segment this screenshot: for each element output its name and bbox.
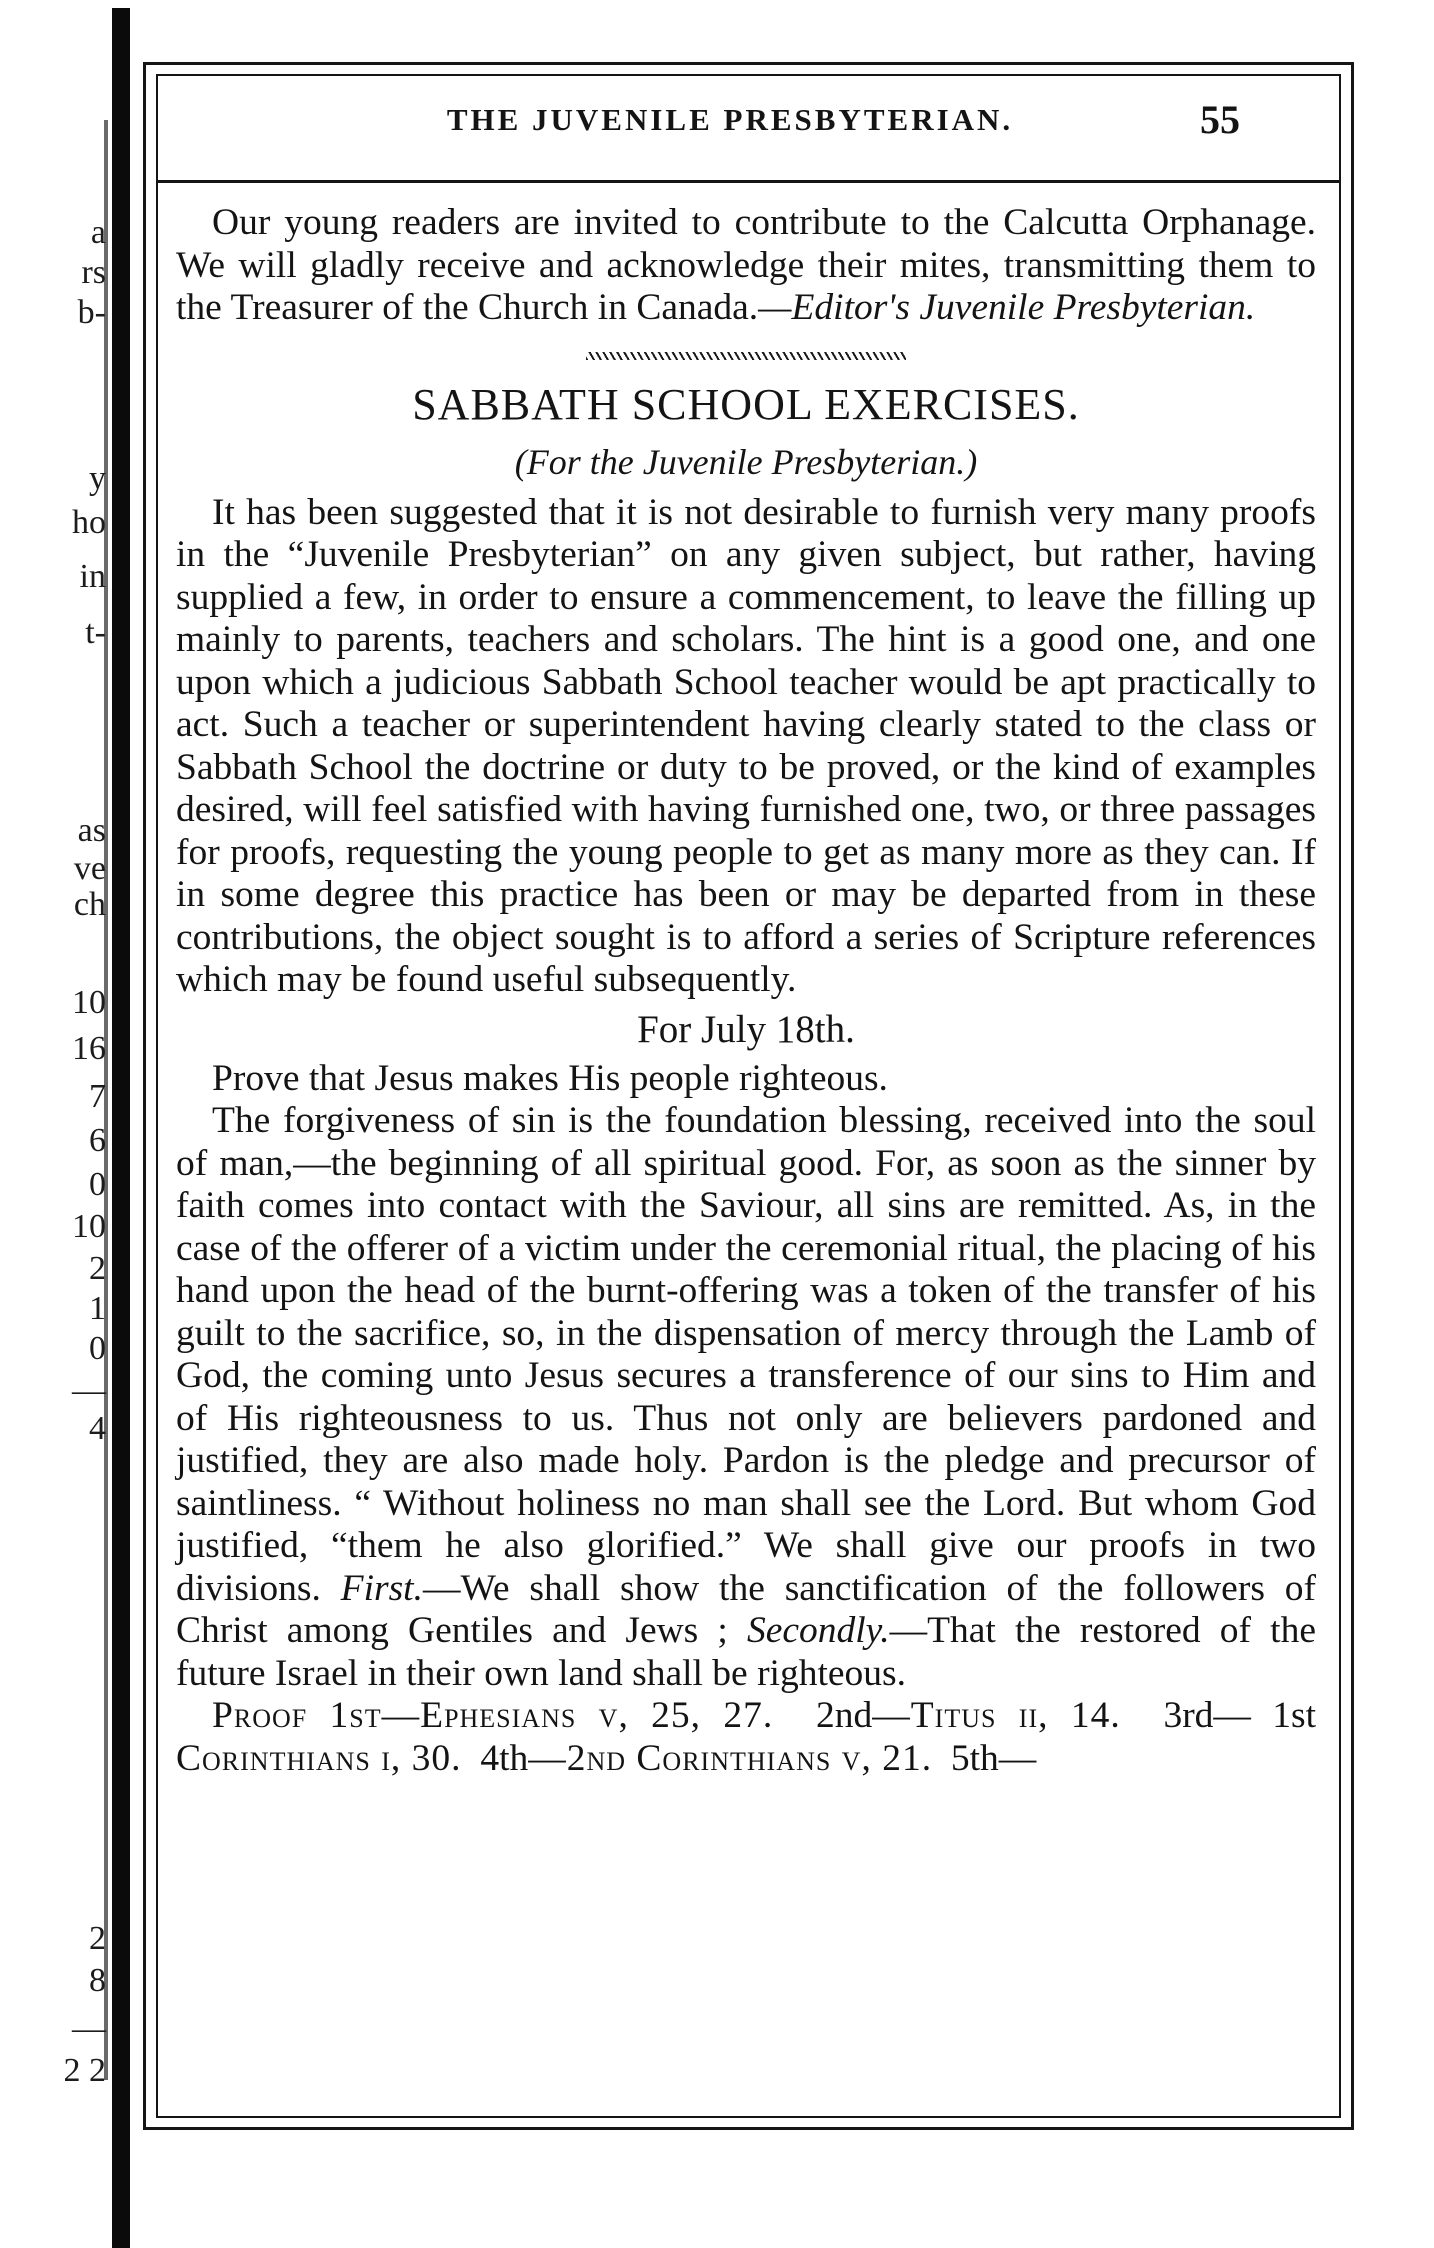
proof-4-ref: —2nd Corinthians v, 21. [528,1737,933,1779]
proof-1-ref: —Ephesians v, 25, 27. [381,1695,774,1736]
margin-fragment: y [89,460,106,497]
notice-text: Our young readers are invited to contribute to the Calcutta Orphanage. We will gladly receive and acknowledge their mites, transmitting them to the Treasurer of the Church in Canada. [176,202,1316,328]
page-number: 55 [1200,97,1240,142]
margin-fragment: b- [77,294,106,331]
margin-fragment: 6 [89,1122,106,1159]
date-heading: For July 18th. [637,1007,855,1051]
orphanage-notice [176,202,1316,330]
body-part-b: —We shall show the sanctification of the followers of Christ among Gentiles and Jews ; [176,1567,1316,1651]
margin-fragment: 2 [89,1920,106,1957]
first-label: First. [340,1567,423,1609]
proof-3-label: 3rd— 1st [1163,1695,1317,1736]
page-column [176,202,1316,1780]
proof-references [176,1695,1316,1780]
margin-fragment: 0 [89,1330,106,1367]
body-part-a: The forgiveness of sin is the foundation blessing, received into the soul of man,—the beginning of all spiritual good. For, as soon as the sinner by faith comes into contact with the Saviour, all sins are remitted. As, in the case of the offerer of a victim under the ceremonial ritual, the placing of his hand upon the head of the burnt-offering was a token of the transfer of his guilt to the sacrifice, so, in the dispensation of mercy through the Lamb of God, the coming unto Jesus secures a transference of our sins to Him and of His righteousness to us. Thus not only are believers pardoned and justified, they are also made holy. Pardon is the pledge and precursor of saintliness. “ Without holiness no man shall see the Lord. But whom God justified, “them he also glorified.” We shall give our proofs in two divisions. [176,1100,1316,1609]
margin-fragment: — [72,1372,106,1409]
notice-signature: —Editor's Juvenile Presbyterian. [758,287,1256,328]
header-rule [158,180,1339,183]
binding-gutter [112,8,130,2248]
margin-fragment: ho [72,504,106,541]
margin-fragment: 8 [89,1962,106,1999]
margin-fragment: a [90,214,106,251]
proof-1-label: Proof 1st [212,1695,382,1736]
article-byline: (For the Juvenile Presbyterian.) [514,441,978,482]
margin-fragment: in [79,558,106,595]
proof-3-ref: Corinthians i, 30. [176,1737,462,1779]
proposition: Prove that Jesus makes His people righteous. [212,1057,888,1099]
margin-fragment: 2 [89,1250,106,1287]
margin-fragment: t- [85,614,106,651]
proof-4-label: 4th [480,1737,529,1779]
margin-fragment: rs [81,254,106,291]
article-intro: It has been suggested that it is not desirable to furnish very many proofs in the “Juvenile Presbyterian” on any given subject, but rather, having supplied a few, in order to ensure a commencement, to leave the filling up mainly to parents, teachers and scholars. The hint is a good one, and one upon which a judicious Sabbath School teacher would be apt practically to act. Such a teacher or superintendent having clearly stated to the class or Sabbath School the doctrine or duty to be proved, or the kind of examples desired, will feel satisfied with having furnished one, two, or three passages for proofs, requesting the young people to get as many more as they can. If in some degree this practice has been or may be departed from in these contributions, the object sought is to afford a series of Scripture references which may be found useful subsequently. [176,491,1316,1000]
margin-fragment: ve [73,850,106,887]
margin-fragment: as [77,812,106,849]
margin-fragment: 0 [89,1166,106,1203]
second-label: Secondly. [746,1610,890,1651]
margin-fragment: 7 [89,1078,106,1115]
article-body [176,1100,1316,1695]
margin-fragment: ch [73,886,106,923]
margin-fragment: 4 [89,1410,106,1447]
margin-fragment: 1 [89,1290,106,1327]
margin-fragment: 10 [72,984,106,1021]
section-divider [586,352,906,360]
running-title: THE JUVENILE PRESBYTERIAN. [446,102,1014,137]
margin-fragment: 16 [72,1030,106,1067]
margin-fragment: 2 2 [63,2052,106,2089]
margin-fragment: — [72,2010,106,2047]
proof-2-ref: —Titus ii, 14. [872,1695,1121,1736]
article-heading: SABBATH SCHOOL EXERCISES. [412,379,1080,429]
proof-5-label: 5th— [950,1737,1037,1779]
proof-2-label: 2nd [816,1695,873,1736]
margin-fragment: 10 [72,1208,106,1245]
body-part-c: —That the restored of the future Israel in their own land shall be righteous. [176,1610,1316,1694]
